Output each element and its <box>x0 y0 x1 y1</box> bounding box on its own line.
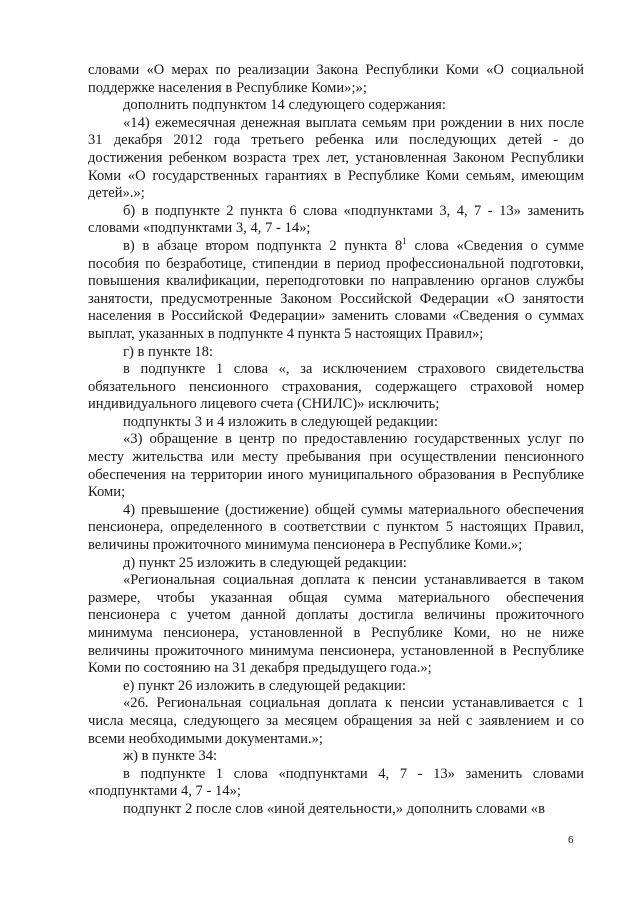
paragraph: в подпункте 1 слова «подпунктами 4, 7 - 13» заменить словами «подпунктами 4, 7 - 14»; <box>88 765 584 800</box>
superscript: 1 <box>402 235 407 246</box>
paragraph-text: в) в абзаце втором подпункта 2 пункта 8 <box>123 237 403 254</box>
page-number: 6 <box>568 834 574 846</box>
paragraph: д) пункт 25 изложить в следующей редакции: <box>123 554 407 571</box>
paragraph: г) в пункте 18: <box>123 343 213 360</box>
paragraph: «14) ежемесячная денежная выплата семьям при рождении в них после 31 декабря 2012 года третьего ребенка или последующих детей - до достижения ребенком возраста трех лет, установленная Законом Республики Коми «О государственных гарантиях в Республике Коми семьям, имеющим детей».»; <box>88 114 584 202</box>
paragraph: 4) превышение (достижение) общей суммы материального обеспечения пенсионера, определенного в соответствии с пунктом 5 настоящих Правил, величины прожиточного минимума пенсионера в Республике Коми.»; <box>88 501 584 554</box>
paragraph: «3) обращение в центр по предоставлению государственных услуг по месту жительства или месту пребывания при осуществлении пенсионного обеспечения на территории иного муниципального образования в Республике Коми; <box>88 431 584 501</box>
paragraph-text: слова «Сведения о сумме пособия по безработице, стипендии в период профессиональной подготовки, повышения квалификации, переподготовки по направлению органов службы занятости, предусмотренные Законом Российской Федерации «О занятости населения в Российской Федерации» заменить словами «Сведения о суммах выплат, указанных в подпункте 4 пункта 5 настоящих Правил»; <box>88 237 584 342</box>
paragraph: ж) в пункте 34: <box>123 748 218 765</box>
paragraph: «Региональная социальная доплата к пенсии устанавливается в таком размере, чтобы указанная общая сумма материального обеспечения пенсионера с учетом данной доплаты достигла величины прожиточного минимума пенсионера, установленной в Республике Коми, но не ниже величины прожиточного минимума пенсионера, установленной в Республике Коми по состоянию на 31 декабря предыдущего года.»; <box>88 572 584 677</box>
paragraph: «26. Региональная социальная доплата к пенсии устанавливается с 1 числа месяца, следующего за месяцем обращения за ней с заявлением и со всеми необходимыми документами.»; <box>88 695 584 747</box>
paragraph: подпункты 3 и 4 изложить в следующей редакции: <box>123 413 438 430</box>
paragraph: в подпункте 1 слова «, за исключением страхового свидетельства обязательного пенсионного страхования, содержащего страховой номер индивидуального лицевого счета (СНИЛС)» исключить; <box>88 361 584 413</box>
document-body <box>88 62 584 819</box>
paragraph: дополнить подпунктом 14 следующего содержания: <box>123 97 446 114</box>
paragraph: б) в подпункте 2 пункта 6 слова «подпунктами 3, 4, 7 - 13» заменить словами «подпунктами 3, 4, 7 - 14»; <box>88 202 584 237</box>
paragraph: е) пункт 26 изложить в следующей редакции: <box>123 677 406 694</box>
paragraph: подпункт 2 после слов «иной деятельности,» дополнить словами «в <box>123 800 545 817</box>
paragraph: словами «О мерах по реализации Закона Республики Коми «О социальной поддержке населения в Республике Коми»;»; <box>88 62 584 96</box>
paragraph <box>88 235 584 344</box>
